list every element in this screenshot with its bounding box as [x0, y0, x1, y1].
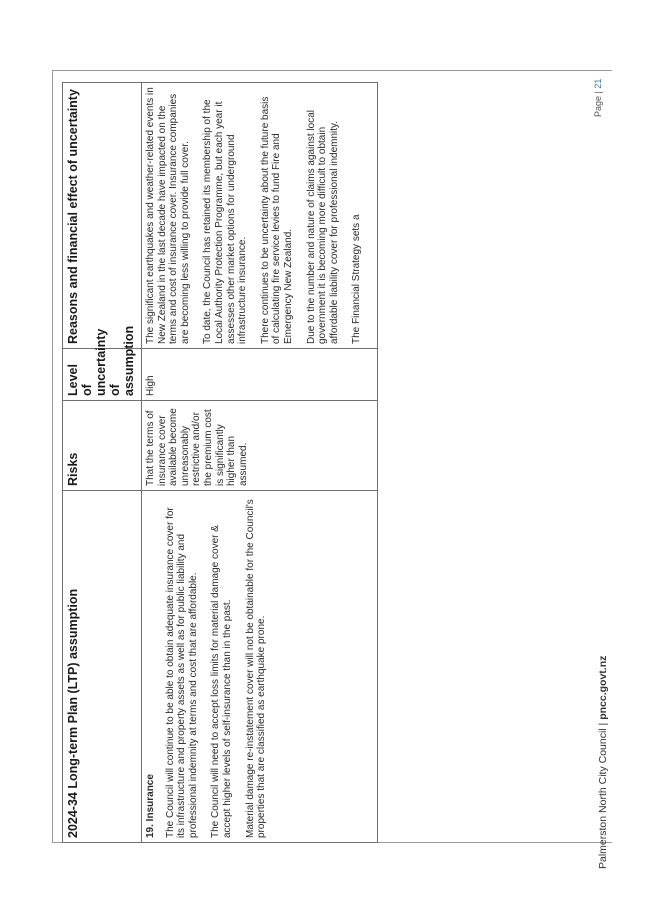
- reasons-cell: [142, 83, 378, 349]
- assumption-paragraph: Material damage re-instatement cover will not be obtainable for the Council's properties that are classified as earthquake prone.: [244, 499, 268, 838]
- header-uncertainty: Level of uncertainty of assumption: [63, 349, 142, 401]
- page-number-value: 21: [593, 78, 603, 89]
- assumption-paragraph: The Council will need to accept loss limits for material damage cover & accept higher levels of self-insurance than in the past.: [210, 525, 233, 838]
- table-row: [142, 83, 378, 843]
- reasons-paragraph: The Financial Strategy sets a: [351, 214, 363, 344]
- reasons-paragraph: Due to the number and nature of claims against local government it is becoming more difficult to obtain affordable liability cover for professional indemnity.: [305, 109, 340, 344]
- header-risks: Risks: [63, 401, 142, 491]
- table-header-row: [63, 83, 142, 843]
- assumption-table: [62, 82, 378, 843]
- header-reasons: Reasons and financial effect of uncertainty: [63, 83, 142, 349]
- rotated-page-content: [62, 83, 602, 843]
- footer-site: pncc.govt.nz: [597, 655, 609, 720]
- item-title: 19. Insurance: [145, 774, 156, 838]
- uncertainty-cell: High: [142, 349, 378, 401]
- reasons-paragraph: The significant earthquakes and weather-related events in New Zealand in the last decade have impacted on the terms and cost of insurance cover. Insurance companies are becoming less willing to provide full cover.: [145, 87, 191, 344]
- side-rule: [52, 70, 53, 842]
- assumption-paragraph: The Council will continue to be able to obtain adequate insurance cover for its infrastructure and property assets as well as for public liability and professional indemnity at terms and cost that are affordable.: [164, 507, 199, 838]
- assumption-cell: [142, 491, 378, 843]
- footer-org: Palmerston North City Council: [597, 728, 609, 869]
- page-number: [593, 79, 603, 117]
- header-assumption: 2024-34 Long-term Plan (LTP) assumption: [63, 491, 142, 843]
- page-label: Page |: [593, 91, 603, 117]
- reasons-paragraph: To date, the Council has retained its membership of the Local Authority Protection Programme, but each year it assesses other market options for underground infrastructure insurance.: [202, 99, 249, 344]
- footer: [597, 656, 609, 869]
- top-rule: [52, 70, 612, 71]
- risk-cell: That the terms of insurance cover available become unreasonably restrictive and/or the premium cost is significantly higher than assumed.: [142, 401, 378, 491]
- footer-separator: |: [597, 722, 609, 726]
- reasons-paragraph: There continues to be uncertainty about the future basis of calculating fire service levies to fund Fire and Emergency New Zealand.: [259, 96, 294, 344]
